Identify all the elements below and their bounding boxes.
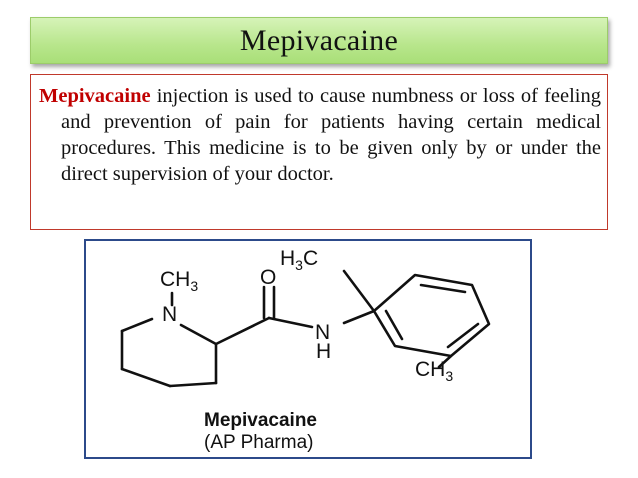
benzene-inner-bond — [421, 285, 465, 292]
ring-bond — [122, 369, 170, 386]
aryl-bond — [344, 311, 374, 323]
atom-nh-n: N — [315, 321, 331, 344]
atom-h3c: $H_3C$ — [280, 247, 319, 273]
description-box — [30, 74, 608, 230]
slide-title: Mepivacaine — [239, 23, 399, 57]
methyl-bond — [344, 271, 374, 311]
amide-bond — [269, 318, 312, 327]
atom-n-ring: N — [162, 303, 178, 326]
atom-o: O — [260, 266, 277, 289]
ring-bond — [181, 325, 216, 344]
atom-ch3-n: $CH_3$ — [160, 268, 199, 294]
caption-name: Mepivacaine — [204, 410, 317, 431]
atom-ch3-ring: $CH_3$ — [415, 358, 454, 384]
atom-nh-h: H — [316, 340, 332, 363]
structure-figure — [84, 239, 532, 459]
caption-source: (AP Pharma) — [204, 432, 314, 453]
ring-bond — [122, 319, 152, 331]
ring-bond — [170, 383, 216, 386]
title-banner — [30, 17, 608, 64]
carbonyl-bond — [216, 318, 269, 344]
drug-name-highlight: Mepivacaine — [39, 85, 151, 107]
description-text: injection is used to cause numbness or loss of feeling and prevention of pain for patients having certain medical procedures. This medicine is to be given only by or under the direct supervision of your doctor. — [61, 85, 601, 185]
description-paragraph — [39, 83, 601, 187]
mepivacaine-structure-diagram — [86, 241, 530, 457]
